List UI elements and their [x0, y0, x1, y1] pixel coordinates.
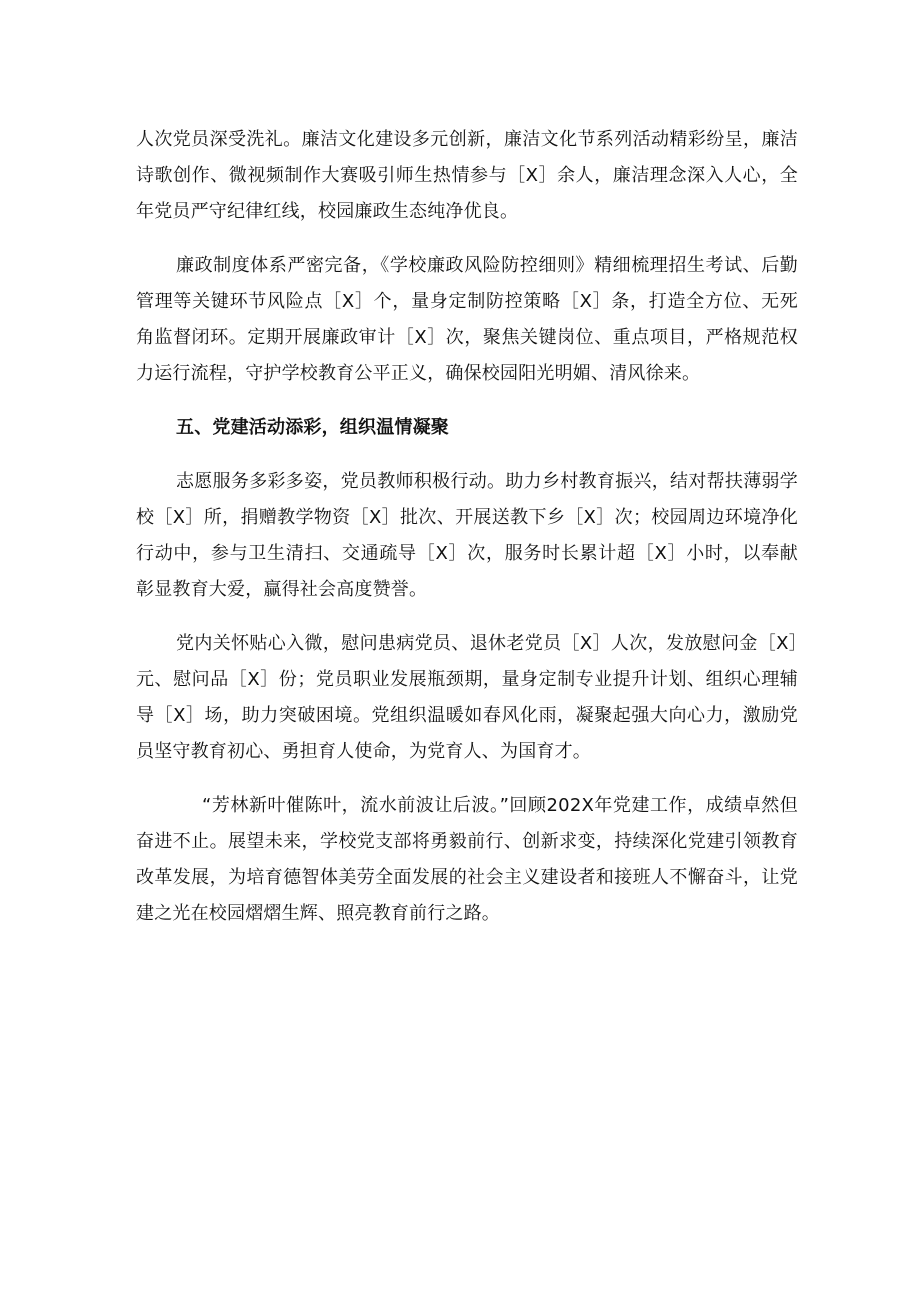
- section-heading-five: 五、党建活动添彩，组织温情凝聚: [176, 417, 449, 438]
- paragraph-integrity-system: 廉政制度体系严密完备，《学校廉政风险防控细则》精细梳理招生考试、后勤管理等关键环节风险点［X］个，量身定制防控策略［X］条，打造全方位、无死角监督闭环。定期开展廉政审计［X］次，聚焦关键岗位、重点项目，严格规范权力运行流程，守护学校教育公平正义，确保校园阳光明媚、清风徐来。: [136, 255, 798, 384]
- document-body: [136, 122, 798, 932]
- paragraph-conclusion: “芳林新叶催陈叶，流水前波让后波。”回顾202X年党建工作，成绩卓然但奋进不止。展望未来，学校党支部将勇毅前行、创新求变，持续深化党建引领教育改革发展，为培育德智体美劳全面发展的社会主义建设者和接班人不懈奋斗，让党建之光在校园熠熠生辉、照亮教育前行之路。: [136, 795, 798, 924]
- paragraph-integrity-culture: 人次党员深受洗礼。廉洁文化建设多元创新，廉洁文化节系列活动精彩纷呈，廉洁诗歌创作、微视频制作大赛吸引师生热情参与［X］余人，廉洁理念深入人心，全年党员严守纪律红线，校园廉政生态纯净优良。: [136, 129, 798, 222]
- paragraph-volunteer-service: 志愿服务多彩多姿，党员教师积极行动。助力乡村教育振兴，结对帮扶薄弱学校［X］所，捐赠教学物资［X］批次、开展送教下乡［X］次；校园周边环境净化行动中，参与卫生清扫、交通疏导［X］次，服务时长累计超［X］小时，以奉献彰显教育大爱，赢得社会高度赞誉。: [136, 471, 798, 600]
- paragraph-party-care: 党内关怀贴心入微，慰问患病党员、退休老党员［X］人次，发放慰问金［X］元、慰问品［X］份；党员职业发展瓶颈期，量身定制专业提升计划、组织心理辅导［X］场，助力突破困境。党组织温暖如春风化雨，凝聚起强大向心力，激励党员坚守教育初心、勇担育人使命，为党育人、为国育才。: [136, 633, 798, 762]
